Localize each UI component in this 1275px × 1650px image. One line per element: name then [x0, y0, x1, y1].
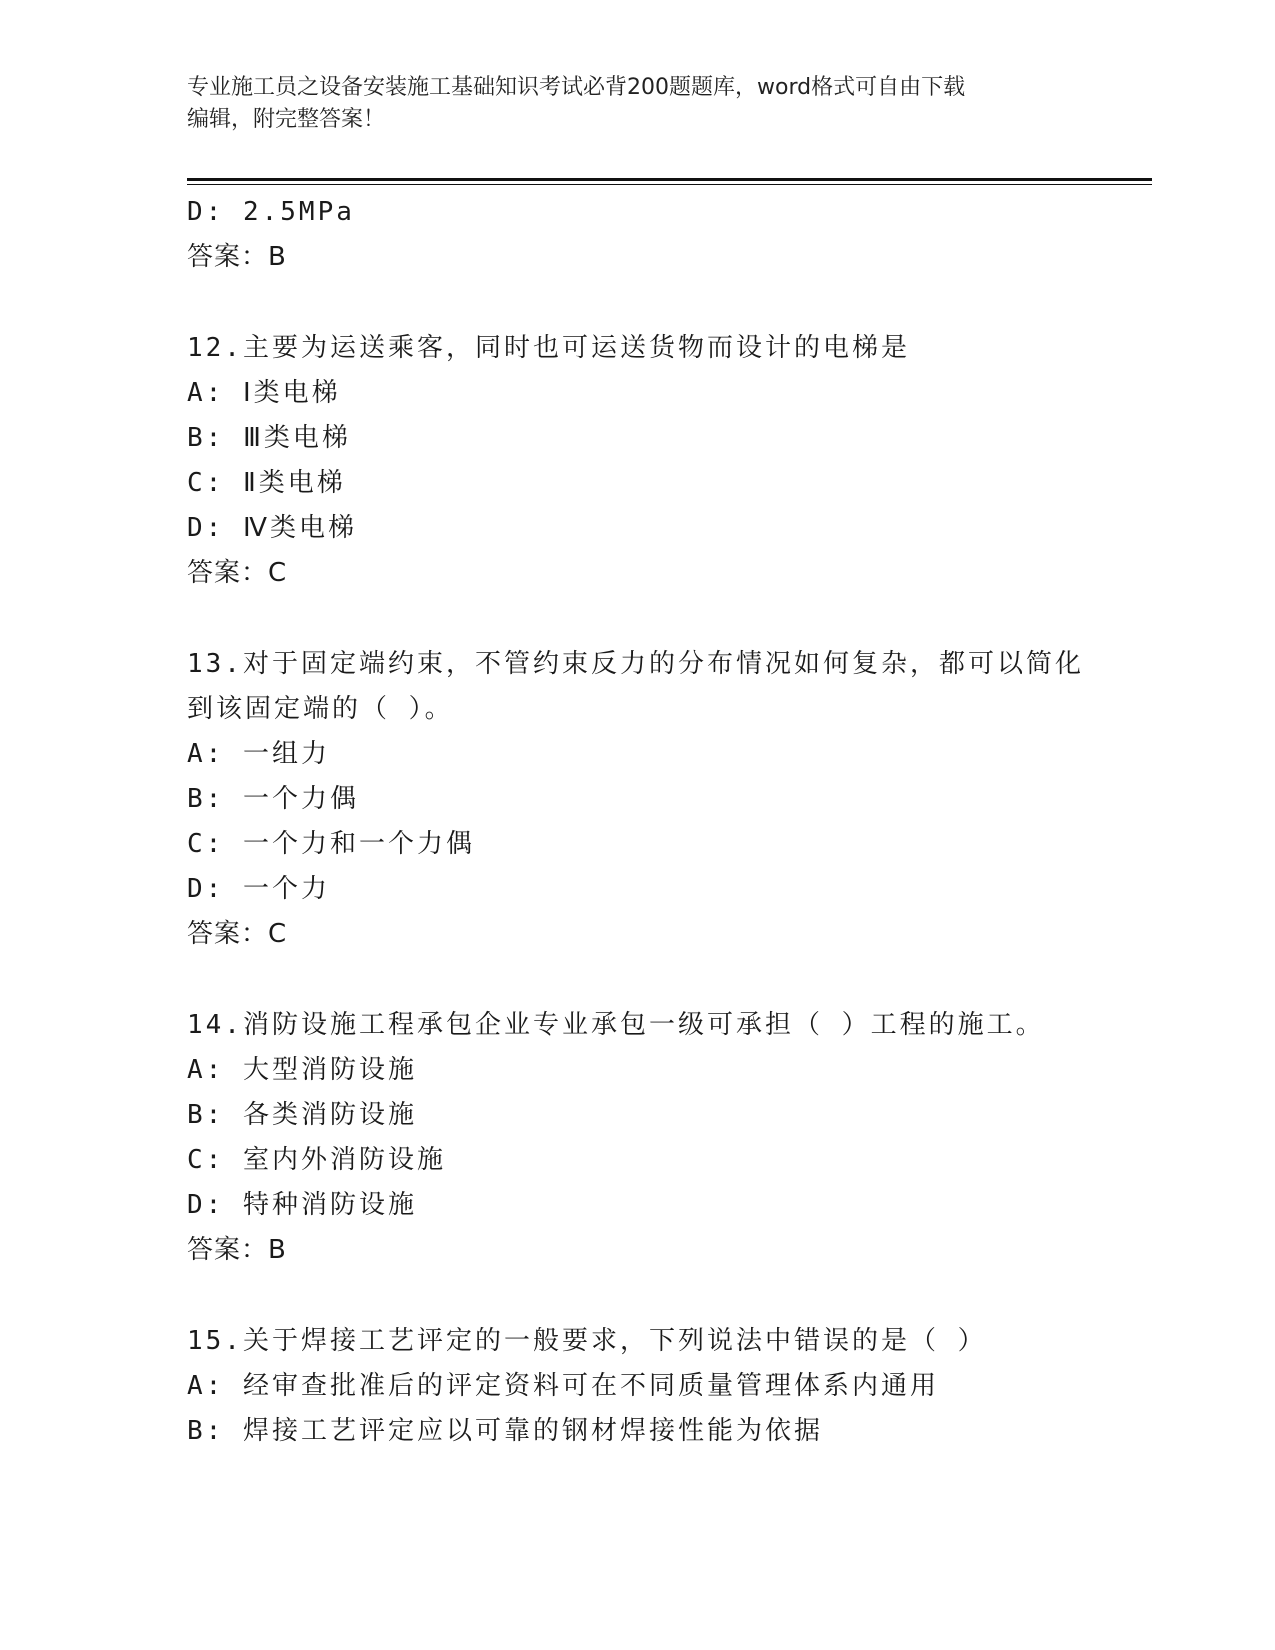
answer-line: 答案：C	[187, 558, 288, 588]
answer-line: 答案：B	[187, 242, 287, 272]
option-b: B: 各类消防设施	[187, 1100, 417, 1130]
question-stem: 13.对于固定端约束，不管约束反力的分布情况如何复杂，都可以简化	[187, 649, 1084, 679]
header-line-2: 编辑，附完整答案！	[187, 107, 386, 132]
option-a: A: 大型消防设施	[187, 1055, 417, 1085]
question-block-14	[187, 1003, 1147, 1273]
option-a: A: Ⅰ类电梯	[187, 378, 341, 408]
question-stem-continued: 到该固定端的（ ）。	[187, 694, 454, 724]
header-rule-thick	[187, 178, 1152, 181]
option-b: B: 焊接工艺评定应以可靠的钢材焊接性能为依据	[187, 1416, 823, 1446]
option-d: D: 一个力	[187, 874, 330, 904]
option-c: C: 一个力和一个力偶	[187, 829, 475, 859]
option-d: D: 2.5MPa	[187, 197, 355, 227]
option-d: D: Ⅳ类电梯	[187, 513, 357, 543]
answer-line: 答案：C	[187, 919, 288, 949]
question-block-11	[187, 190, 1147, 280]
question-block-15	[187, 1319, 1147, 1454]
document-header	[187, 72, 1087, 136]
option-a: A: 一组力	[187, 739, 330, 769]
question-block-13	[187, 642, 1147, 957]
question-stem: 15.关于焊接工艺评定的一般要求，下列说法中错误的是（ ）	[187, 1326, 987, 1356]
header-rule-thin	[187, 184, 1152, 185]
option-b: B: 一个力偶	[187, 784, 359, 814]
question-block-12	[187, 326, 1147, 596]
question-list	[187, 190, 1147, 1454]
question-stem: 14.消防设施工程承包企业专业承包一级可承担（ ）工程的施工。	[187, 1010, 1045, 1040]
question-stem: 12.主要为运送乘客，同时也可运送货物而设计的电梯是	[187, 333, 910, 363]
option-c: C: 室内外消防设施	[187, 1145, 446, 1175]
option-c: C: Ⅱ类电梯	[187, 468, 346, 498]
header-line-1: 专业施工员之设备安装施工基础知识考试必背200题题库，word格式可自由下载	[187, 75, 966, 100]
option-b: B: Ⅲ类电梯	[187, 423, 351, 453]
option-a: A: 经审查批准后的评定资料可在不同质量管理体系内通用	[187, 1371, 939, 1401]
answer-line: 答案：B	[187, 1235, 287, 1265]
option-d: D: 特种消防设施	[187, 1190, 417, 1220]
